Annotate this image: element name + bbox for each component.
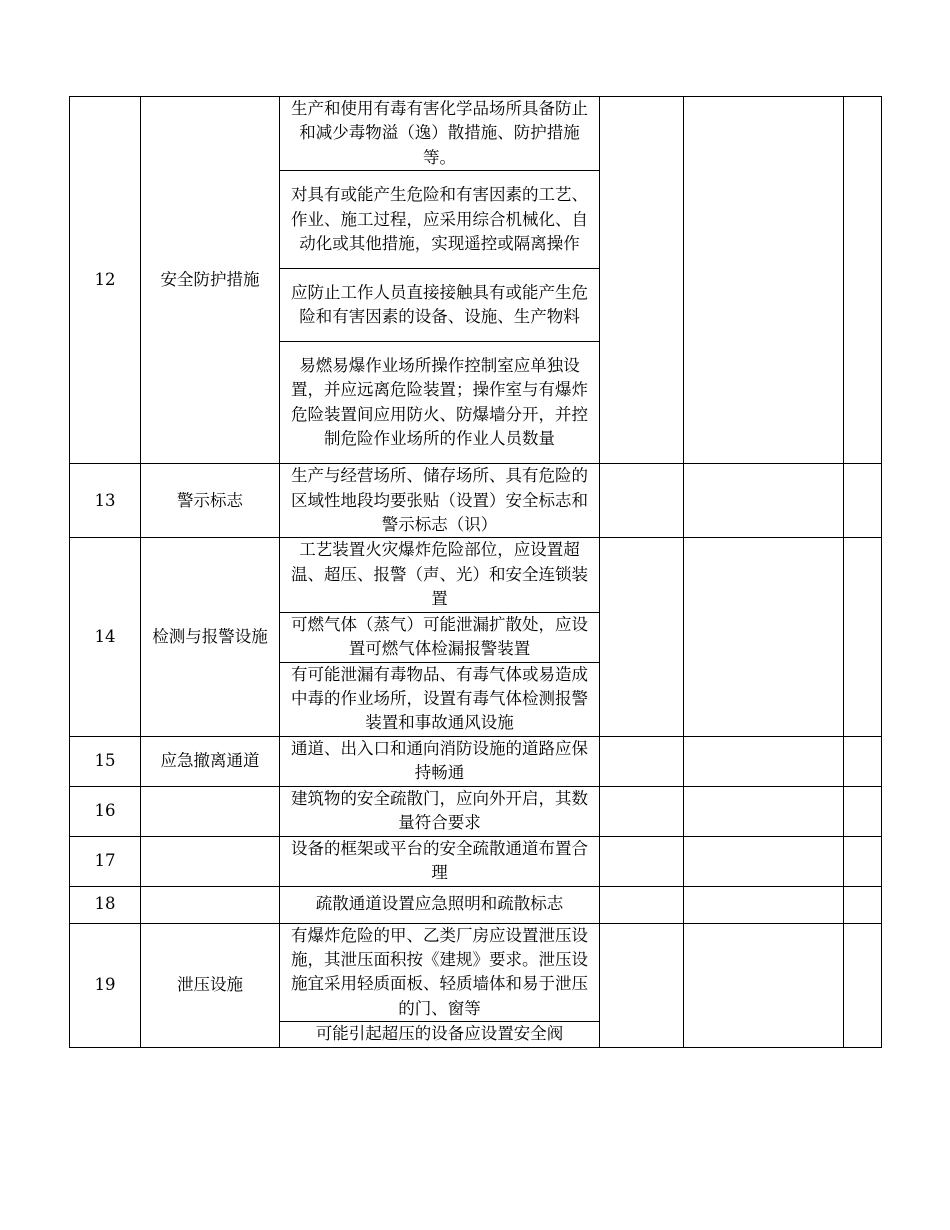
remark-cell bbox=[684, 786, 844, 836]
requirement-cell: 生产与经营场所、储存场所、具有危险的区域性地段均要张贴（设置）安全标志和警示标志（识） bbox=[280, 464, 600, 538]
remark-cell bbox=[684, 923, 844, 1047]
row-number: 12 bbox=[70, 97, 141, 464]
check-item: 安全防护措施 bbox=[141, 97, 280, 464]
result-cell bbox=[600, 923, 684, 1047]
check-item bbox=[141, 886, 280, 923]
check-item bbox=[141, 786, 280, 836]
requirement-cell: 应防止工作人员直接接触具有或能产生危险和有害因素的设备、设施、生产物料 bbox=[280, 269, 600, 342]
extra-cell bbox=[844, 923, 882, 1047]
requirement-cell: 有爆炸危险的甲、乙类厂房应设置泄压设施，其泄压面积按《建规》要求。泄压设施宜采用轻质面板、轻质墙体和易于泄压的门、窗等 bbox=[280, 923, 600, 1022]
requirement-cell: 对具有或能产生危险和有害因素的工艺、作业、施工过程，应采用综合机械化、自动化或其他措施，实现遥控或隔离操作 bbox=[280, 171, 600, 269]
remark-cell bbox=[684, 886, 844, 923]
remark-cell bbox=[684, 538, 844, 736]
table-row bbox=[70, 538, 882, 612]
check-item: 检测与报警设施 bbox=[141, 538, 280, 736]
table-row bbox=[70, 786, 882, 836]
row-number: 14 bbox=[70, 538, 141, 736]
row-number: 16 bbox=[70, 786, 141, 836]
safety-checklist-table bbox=[69, 96, 882, 1048]
remark-cell bbox=[684, 464, 844, 538]
requirement-cell: 可能引起超压的设备应设置安全阀 bbox=[280, 1022, 600, 1047]
check-item: 泄压设施 bbox=[141, 923, 280, 1047]
remark-cell bbox=[684, 736, 844, 786]
table-row bbox=[70, 836, 882, 886]
result-cell bbox=[600, 786, 684, 836]
requirement-cell: 建筑物的安全疏散门，应向外开启，其数量符合要求 bbox=[280, 786, 600, 836]
result-cell bbox=[600, 538, 684, 736]
result-cell bbox=[600, 736, 684, 786]
row-number: 17 bbox=[70, 836, 141, 886]
requirement-cell: 易燃易爆作业场所操作控制室应单独设置，并应远离危险装置；操作室与有爆炸危险装置间应用防火、防爆墙分开，并控制危险作业场所的作业人员数量 bbox=[280, 342, 600, 464]
requirement-cell: 生产和使用有毒有害化学品场所具备防止和减少毒物溢（逸）散措施、防护措施等。 bbox=[280, 97, 600, 171]
table-row bbox=[70, 736, 882, 786]
requirement-cell: 有可能泄漏有毒物品、有毒气体或易造成中毒的作业场所，设置有毒气体检测报警装置和事故通风设施 bbox=[280, 662, 600, 736]
extra-cell bbox=[844, 786, 882, 836]
result-cell bbox=[600, 886, 684, 923]
row-number: 13 bbox=[70, 464, 141, 538]
result-cell bbox=[600, 97, 684, 464]
result-cell bbox=[600, 836, 684, 886]
row-number: 19 bbox=[70, 923, 141, 1047]
table-row bbox=[70, 886, 882, 923]
requirement-cell: 可燃气体（蒸气）可能泄漏扩散处，应设置可燃气体检漏报警装置 bbox=[280, 612, 600, 662]
requirement-cell: 工艺装置火灾爆炸危险部位，应设置超温、超压、报警（声、光）和安全连锁装置 bbox=[280, 538, 600, 612]
table-row bbox=[70, 464, 882, 538]
row-number: 18 bbox=[70, 886, 141, 923]
extra-cell bbox=[844, 886, 882, 923]
result-cell bbox=[600, 464, 684, 538]
table-row bbox=[70, 923, 882, 1022]
check-item bbox=[141, 836, 280, 886]
requirement-cell: 通道、出入口和通向消防设施的道路应保持畅通 bbox=[280, 736, 600, 786]
extra-cell bbox=[844, 538, 882, 736]
extra-cell bbox=[844, 836, 882, 886]
remark-cell bbox=[684, 97, 844, 464]
requirement-cell: 设备的框架或平台的安全疏散通道布置合理 bbox=[280, 836, 600, 886]
requirement-cell: 疏散通道设置应急照明和疏散标志 bbox=[280, 886, 600, 923]
table-row bbox=[70, 97, 882, 171]
check-item: 应急撤离通道 bbox=[141, 736, 280, 786]
remark-cell bbox=[684, 836, 844, 886]
extra-cell bbox=[844, 464, 882, 538]
row-number: 15 bbox=[70, 736, 141, 786]
check-item: 警示标志 bbox=[141, 464, 280, 538]
extra-cell bbox=[844, 736, 882, 786]
extra-cell bbox=[844, 97, 882, 464]
